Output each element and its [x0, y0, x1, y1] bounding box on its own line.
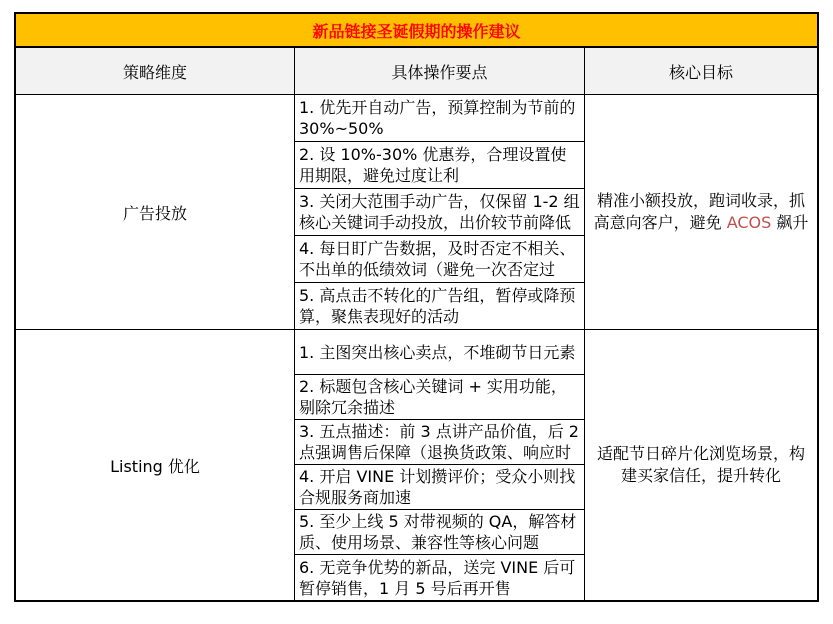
dimension-cell-listing-optimization: Listing 优化 [16, 330, 295, 600]
action-point-coupons: 2. 设 10%-30% 优惠券，合理设置使用期限，避免过度让利 [295, 142, 585, 189]
dimension-cell-ad-campaigns: 广告投放 [16, 95, 295, 330]
action-point-negative-keywords: 4. 每日盯广告数据，及时否定不相关、不出单的低绩效词（避免一次否定过 [295, 236, 585, 283]
goal-text-acos-highlight: ACOS [726, 213, 772, 232]
goal-text-ads-before: 精准小额投放，跑词收录，抓高意向客户，避免 [593, 191, 805, 232]
goal-cell-ad-campaigns [585, 95, 817, 330]
col-header-strategy-dimension: 策略维度 [16, 48, 295, 95]
action-point-pause-sales: 6. 无竞争优势的新品，送完 VINE 后可暂停销售，1 月 5 号后再开售 [295, 555, 585, 600]
goal-text-ads-after: 飙升 [771, 213, 809, 232]
action-point-video-qa: 5. 至少上线 5 对带视频的 QA，解答材质、使用场景、兼容性等核心问题 [295, 510, 585, 555]
action-point-pause-adgroups: 5. 高点击不转化的广告组，暂停或降预算，聚焦表现好的活动 [295, 283, 585, 330]
action-point-title-keywords: 2. 标题包含核心关键词 + 实用功能，剔除冗余描述 [295, 375, 585, 420]
table-title: 新品链接圣诞假期的操作建议 [16, 14, 817, 48]
action-point-vine-reviews: 4. 开启 VINE 计划攒评价；受众小则找合规服务商加速 [295, 465, 585, 510]
goal-text-listing-before: 适配节日碎片化浏览场景，构建买家信任，提升转化 [596, 444, 805, 485]
operations-table [14, 12, 819, 602]
col-header-core-goal: 核心目标 [585, 48, 817, 95]
goal-cell-listing-optimization [585, 330, 817, 600]
goal-text-listing [590, 443, 812, 487]
action-point-manual-ads: 3. 关闭大范围手动广告，仅保留 1-2 组核心关键词手动投放，出价较节前降低 [295, 189, 585, 236]
col-header-action-points: 具体操作要点 [295, 48, 585, 95]
action-point-bullet-points: 3. 五点描述：前 3 点讲产品价值，后 2 点强调售后保障（退换货政策、响应时 [295, 420, 585, 465]
action-point-main-image: 1. 主图突出核心卖点，不堆砌节日元素 [295, 330, 585, 375]
goal-text-ads [590, 190, 812, 234]
action-point-auto-ads: 1. 优先开自动广告，预算控制为节前的 30%~50% [295, 95, 585, 142]
